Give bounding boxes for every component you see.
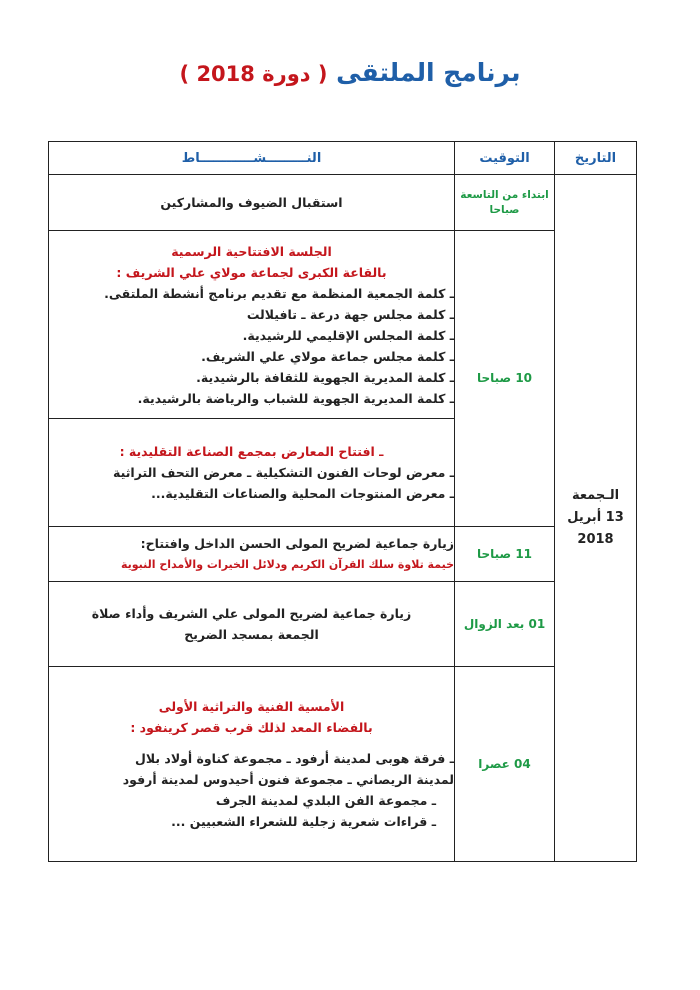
time-cell: 10 صباحا xyxy=(455,231,555,527)
table-row xyxy=(49,582,637,667)
evening-title: الأمسية الفنية والتراثية الأولى xyxy=(158,699,345,714)
header-time: التوقيت xyxy=(455,142,555,175)
visit-note: خيمة تلاوة سلك القرآن الكريم ودلائل الخيرات والأمداح النبوية xyxy=(120,558,454,571)
visit-text: زيارة جماعية لضريح المولى الحسن الداخل وافتتاح: xyxy=(140,536,454,551)
time-cell: 01 بعد الزوال xyxy=(455,582,555,667)
list-item: ـ معرض المنتوجات المحلية والصناعات التقليدية... xyxy=(151,486,454,501)
date-full: 13 أبريل 2018 xyxy=(567,510,624,547)
activity-cell xyxy=(49,419,455,527)
time-cell: 11 صباحا xyxy=(455,527,555,582)
activity-cell xyxy=(49,582,455,667)
session-title: الجلسة الافتتاحية الرسمية xyxy=(171,243,332,259)
activity-cell xyxy=(49,231,455,419)
header-date: التاريخ xyxy=(555,142,637,175)
table-row xyxy=(49,231,637,419)
program-table xyxy=(48,141,637,862)
list-item: ـ كلمة المجلس الإقليمي للرشيدية. xyxy=(242,327,454,343)
list-item: ـ كلمة الجمعية المنظمة مع تقديم برنامج أنشطة الملتقى. xyxy=(104,285,454,301)
title-session: ( دورة 2018 ) xyxy=(179,62,328,86)
list-item: ـ معرض لوحات الفنون التشكيلية ـ معرض التحف التراثية xyxy=(113,465,454,480)
exhibition-title: ـ افتتاح المعارض بمجمع الصناعة التقليدية : xyxy=(119,444,384,459)
header-activity: النـــــــــشــــــــــــاط xyxy=(49,142,455,175)
activity-cell xyxy=(49,527,455,582)
time-cell: 04 عصرا xyxy=(455,667,555,862)
activity-line: زيارة جماعية لضريح المولى علي الشريف وأداء صلاة xyxy=(91,606,412,621)
session-place: بالقاعة الكبرى لجماعة مولاي علي الشريف : xyxy=(116,264,387,280)
list-item: ـ كلمة مجلس جهة درعة ـ تافيلالت xyxy=(246,306,454,322)
date-day: الـجمعة xyxy=(571,488,620,503)
list-item: ـ مجموعة الفن البلدي لمدينة الجرف xyxy=(215,793,436,808)
list-item: لمدينة الريصاني ـ مجموعة فنون أحيدوس لمدينة أرفود xyxy=(122,772,454,787)
activity-line: الجمعة بمسجد الضريح xyxy=(184,627,319,642)
evening-place: بالفضاء المعد لذلك قرب قصر كرينفود : xyxy=(130,720,373,735)
title-main: برنامج الملتقى xyxy=(336,58,521,87)
header-row xyxy=(49,142,637,175)
list-item: ـ كلمة المديرية الجهوية للشباب والرياضة بالرشيدية. xyxy=(137,390,454,406)
time-cell: ابتداء من التاسعة صباحا xyxy=(455,175,555,231)
date-cell xyxy=(555,175,637,862)
table-row xyxy=(49,527,637,582)
list-item: ـ كلمة مجلس جماعة مولاي علي الشريف. xyxy=(201,348,454,364)
list-item: ـ فرقة هوبى لمدينة أرفود ـ مجموعة كناوة أولاد بلال xyxy=(135,751,454,766)
table-row xyxy=(49,175,637,231)
list-item: ـ كلمة المديرية الجهوية للثقافة بالرشيدية. xyxy=(196,369,454,385)
document-title xyxy=(0,58,700,89)
table-row xyxy=(49,667,637,862)
activity-cell: استقبال الضيوف والمشاركين xyxy=(49,175,455,231)
activity-cell xyxy=(49,667,455,862)
list-item: ـ قراءات شعرية زجلية للشعراء الشعبيين ... xyxy=(171,814,436,829)
